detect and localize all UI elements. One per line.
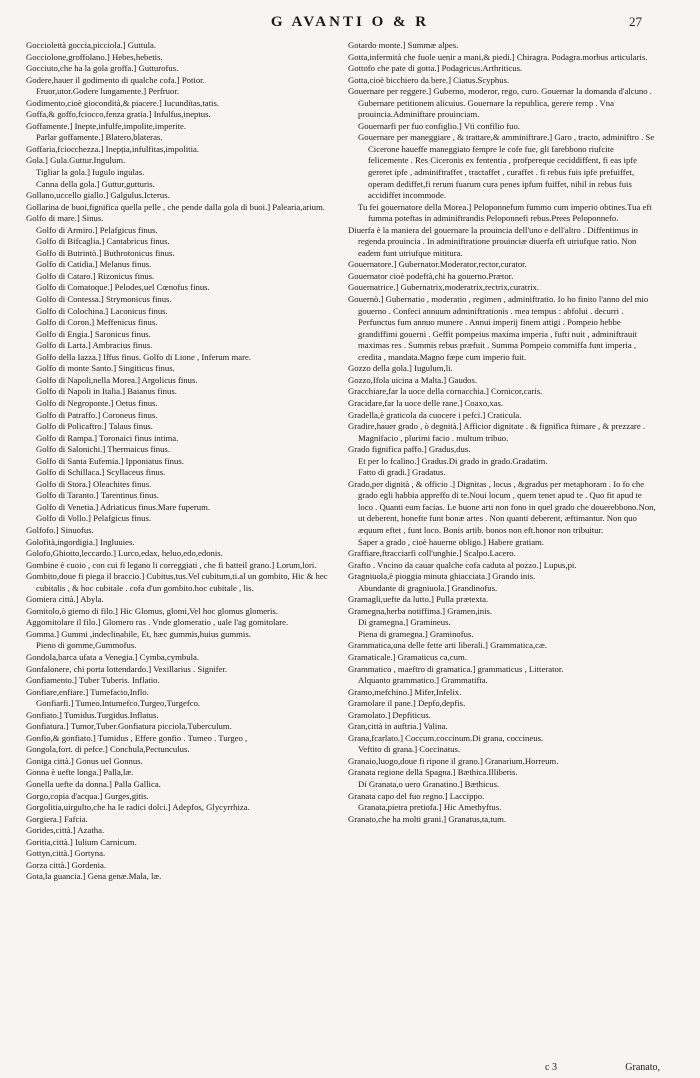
- dictionary-entry: Gorgo,copia d'acqua.] Gurges,gitis.: [26, 790, 149, 801]
- dictionary-entry: Gombito,doue fi piega il braccio.] Cubitus,tus.Vel cubitum,ti.al un gombito, Hic & hec cubitalis , & hoc cubitale . cofa d'un gombito.hoc cubitale , lis.: [26, 571, 328, 593]
- dictionary-entry: Golfo di Venetia.] Adriaticus finus.Mare fuperum.: [36, 501, 211, 512]
- dictionary-entry: Goffa,& goffo,fciocco,fenza gratia.] Infulfus,ineptus.: [26, 109, 211, 120]
- dictionary-entry: Golfo della Iazza.] Iffus finus. Golfo di Lione , Inferum mare.: [36, 351, 252, 362]
- dictionary-entry: Golfo di Armiro.] Pelafgicus finus.: [36, 224, 158, 235]
- dictionary-entry: Di Granata,o uero Granatino.] Bæthicus.: [358, 779, 500, 789]
- dictionary-entry: Gocciuto,che ha la gola groffa.] Gutturofus.: [26, 63, 179, 74]
- dictionary-entry: Gocciolone,groffolano.] Hebes,hebetis.: [26, 51, 163, 62]
- dictionary-entry: Gota,la guancia.] Gena genæ.Mala, læ.: [26, 871, 162, 882]
- dictionary-entry: Gradire,hauer grado , ò degnità.] Afficior dignitate . & fignifica ftimare , & prezzare . Magnifacio , plurimi facio . multum tribuo.: [348, 421, 646, 443]
- running-title: G AVANTI O & R: [270, 14, 430, 30]
- dictionary-entry: Golfo di Stora.] Oleachites finus.: [36, 478, 152, 489]
- dictionary-entry: Gomma.] Gummi ,indeclinabile, Et, hæc gummis,huius gummis.: [26, 628, 251, 639]
- dictionary-entry: Gonfiato.] Tumidus.Turgidus.Inflatus.: [26, 709, 159, 720]
- dictionary-entry: Gradella,è graticola da cuocere i pefci.] Craticula.: [348, 409, 522, 420]
- dictionary-entry: Gragniuola,è pioggia minuta ghiacciata.] Grando inis.: [348, 571, 536, 582]
- dictionary-entry: Golfofo.] Sinuofus.: [26, 524, 94, 535]
- dictionary-entry: Gorgiera.] Fafcia.: [26, 813, 88, 824]
- dictionary-entry: Golfo di Napoli in Italia.] Baianus finus.: [36, 386, 177, 397]
- dictionary-entry: Gramegna,herba notiffima.] Gramen,inis.: [348, 605, 493, 616]
- dictionary-entry: Golfo di Comatoque.] Pelodes,uel Cœnofus finus.: [36, 282, 210, 293]
- dictionary-entry: Golfo di Salonichi.] Thermaicus finus.: [36, 444, 170, 455]
- dictionary-entry: Fatto di gradi.] Gradatus.: [358, 467, 446, 478]
- dictionary-entry: Gonfiare,enfiare.] Tumefacio,Inflo.: [26, 686, 149, 697]
- dictionary-entry: Gotardo monte.] Summæ alpes.: [348, 40, 459, 50]
- dictionary-entry: Granata regione della Spagna.] Bæthica.Illiberis.: [348, 767, 518, 778]
- dictionary-entry: Tu fei gouernatore della Morea.] Peloponnefum fummo cum imperio obtines.Tua eft fumma poteftas in adminiftrandis Peloponnefi rebus.Prees Peloponnefo.: [358, 201, 652, 224]
- dictionary-entry: Golfo di Negroponte.] Oetus finus.: [36, 397, 158, 408]
- dictionary-entry: Golfo di Cataro.] Rizonicus finus.: [36, 270, 155, 281]
- dictionary-entry: Graffiare,ftracciarfi coll'unghie.] Scalpo.Lacero.: [348, 548, 516, 559]
- dictionary-entry: Parlar goffamente.] Blatero,blateras.: [36, 132, 163, 143]
- page-number: 27: [629, 14, 642, 29]
- dictionary-entry: Gombine è cuoio , con cui fi legano li correggiati , che fi batteil grano.] Lorum,lori.: [26, 559, 317, 570]
- dictionary-entry: Gomitolo,ò giemo di filo.] Hic Glomus, glomi,Vel hoc glomus glomeris.: [26, 605, 278, 616]
- dictionary-entry: Godimento,cioè giocondità,& piacere.] Iucunditas,tatis.: [26, 97, 219, 108]
- dictionary-entry: Gotta,cioè bicchiero da bere.] Ciatus.Scyphus.: [348, 74, 510, 85]
- dictionary-entry: Granata,pietra pretiofa.] Hic Amethyftus.: [358, 802, 502, 813]
- dictionary-entry: Grafto . Vncino da cauar qualche cofa caduta al pozzo.] Lupus,pi.: [348, 559, 577, 570]
- dictionary-entry: Golfo di Butrintò.] Buthrotonicus finus.: [36, 247, 175, 258]
- dictionary-entry: Golfo di mare.] Sinus.: [26, 213, 104, 224]
- dictionary-entry: Veftito di grana.] Coccinatus.: [358, 744, 461, 755]
- dictionary-entry: Gouernò.] Gubernatio , moderatio , regimen , adminiftratio. Io ho finito l'anno del mio gouerno . Confeci annuum adminiftrationis . mea tempus : abfolui . decurri . Perfunctus fum annuo munere . Annui imperij finem attigi . Pompeio hebbe grandiffimi gouerni . Geffit pompeius maxima imperia , fufti nuit , adminiftrauit maximas res . Summis rebus præfuit . Summa Pompeio commiffa funt imperia , credita , mandata.Magno fæpe cum imperio fuit.: [348, 294, 649, 362]
- dictionary-entry: Gola.] Gula.Guttur.Ingulum.: [26, 155, 126, 166]
- dictionary-entry: Goffaria,fciocchezza.] Inepția,infulfitas,impolitia.: [26, 143, 200, 154]
- left-column: [26, 40, 334, 1060]
- dictionary-entry: Golfo di Colochina.] Laconicus finus.: [36, 305, 168, 316]
- dictionary-entry: Et per lo fcalino.] Gradus.Di grado in grado.Gradatim.: [358, 455, 548, 466]
- dictionary-entry: Godere,hauer il godimento di qualche cofa.] Potior.: [26, 74, 205, 85]
- dictionary-entry: Golofo,Ghiotto,leccardo.] Lurco,edax, heluo,edo,edonis.: [26, 548, 223, 559]
- dictionary-entry: Gramolato.] Depfiticus.: [348, 709, 431, 720]
- dictionary-entry: Gotta,infermità che fuole uenir a mani,& piedi.] Chiragra. Podagra.morbus articularis.: [348, 51, 648, 62]
- dictionary-entry: Golfo di Engia.] Saronicus finus.: [36, 328, 151, 339]
- dictionary-entry: Gramagli,uefte da lutto.] Pulla prætexta.: [348, 594, 489, 605]
- dictionary-entry: Grammatico , maeftro di gramatica.] grammaticus , Litterator.: [348, 663, 564, 674]
- dictionary-entry: Golfo di Coron.] Meffenicus finus.: [36, 317, 158, 328]
- dictionary-entry: Fruor,utor.Godere lungamente.] Perfruor.: [36, 86, 179, 97]
- signature-mark: c 3: [545, 1062, 557, 1073]
- dictionary-entry: Gollano,uccello giallo.] Galgulus.Icterus.: [26, 190, 170, 201]
- page-footer: [0, 1062, 700, 1076]
- dictionary-entry: Gottofo che pate di gotta.] Podagricus.Arthriticus.: [348, 63, 523, 74]
- dictionary-entry: Golfo di Patraffo.] Coroneus finus.: [36, 409, 158, 420]
- dictionary-entry: Gouernatrice.] Gubernatrix,moderatrix,rectrix,curatrix.: [348, 282, 540, 293]
- dictionary-entry: Grado fignifica paffo.] Gradus,dus.: [348, 444, 471, 455]
- dictionary-entry: Gondola,barca ufata a Venegia.] Cymba,cymbula.: [26, 651, 200, 662]
- dictionary-entry: Gozzo della gola.] Iugulum,li.: [348, 363, 453, 374]
- dictionary-entry: Abundante di gragniuola.] Grandinofus.: [358, 582, 498, 593]
- dictionary-entry: Gran,città in auftria.] Valina.: [348, 721, 448, 732]
- dictionary-entry: Gracidare,far la uoce delle rane.] Coaxo,xas.: [348, 397, 504, 408]
- dictionary-entry: Gottyn,città.] Gortyna.: [26, 848, 106, 859]
- dictionary-entry: Gorgolitia,uirgulto,che ha le radici dolci.] Adepfos, Glycyrrhiza.: [26, 802, 250, 813]
- dictionary-entry: Golfo di Bifcaglia.] Cantabricus finus.: [36, 236, 170, 247]
- dictionary-entry: Gonfalonere, chi porta lottendardo.] Vexillarius . Signifer.: [26, 663, 228, 674]
- dictionary-entry: Granato,che ha molti grani.] Granatus,ta,tum.: [348, 813, 507, 824]
- catchword: Granato,: [625, 1062, 660, 1073]
- dictionary-entry: Goffamente.] Inepte,infulfe,impolite,imperite.: [26, 120, 187, 131]
- dictionary-entry: Golfo di Santa Eufemia.] Ipponiatus finus.: [36, 455, 184, 466]
- dictionary-entry: Goniga città.] Gonus uel Gonnus.: [26, 755, 143, 766]
- dictionary-entry: Alquanto grammatico.] Grammatifta.: [358, 675, 488, 686]
- dictionary-entry: Gonna è uefte longa.] Palla,læ.: [26, 767, 134, 778]
- dictionary-entry: Golfo di monte Santo.] Singiticus finus.: [36, 363, 175, 374]
- dictionary-entry: Grammatica,una delle fette arti liberali.] Grammatica,cæ.: [348, 640, 547, 651]
- dictionary-entry: Saper a grado , cioè hauerne obligo.] Habere gratiam.: [358, 536, 544, 547]
- dictionary-entry: Gramaticale.] Gramaticus ca,cum.: [348, 651, 467, 662]
- dictionary-entry: Granata capo del fuo regno.] Laccippo.: [348, 790, 485, 801]
- dictionary-entry: Gonella uefte da donna.] Palla Gallica.: [26, 779, 161, 789]
- dictionary-entry: Gollarina de buoi,fignifica quella pelle , che pende dalla gola di buoi.] Palearia,arium.: [26, 201, 325, 212]
- dictionary-entry: Gouernarfi per fuo configlio.] Vti confilio fuo.: [358, 120, 520, 131]
- dictionary-entry: Grado,per dignità , & officio .] Dignitas , locus , &gradus per metaphoram . Io fo che grado egli habbia appreffo di te.Noui locum , quem tenet apud te . Quo fit apud te loco . Quanti eum facias. Le buone arti non fono in quel grado che douerebbono.Non, ut deberent, honefte funt bonæ artes . Non quanti deberent, æftimantur. Non quo æquum eftet , funt loco. Bonis artib. bonos non eft.honor non tribuitur.: [348, 478, 656, 535]
- dictionary-entry: Gonfiamento.] Tuber Tuberis. Inflatio.: [26, 675, 160, 686]
- dictionary-entry: Gorides,città.] Azatha.: [26, 825, 105, 836]
- dictionary-entry: Gonfiatura.] Tumor,Tuber.Gonfiatura picciola,Tuberculum.: [26, 721, 232, 732]
- dictionary-entry: Di gramegna.] Gramineus.: [358, 617, 451, 628]
- dictionary-entry: Golfo di Policaftro.] Talaus finus.: [36, 421, 153, 432]
- dictionary-entry: Piena di gramegna.] Graminofus.: [358, 628, 474, 639]
- dictionary-entry: Gonfio,& gonfiato.] Tumidus , Effere gonfio . Tumeo . Turgeo ,: [26, 732, 248, 743]
- dictionary-entry: Gomiera città.] Abyla.: [26, 594, 104, 605]
- right-column: [348, 40, 656, 1060]
- dictionary-entry: Gozzo,Ifola uicina a Malta.] Gaudos.: [348, 374, 478, 385]
- dictionary-entry: Golfo di Taranto.] Tarentinus finus.: [36, 490, 159, 501]
- dictionary-entry: Diuerfa è la maniera del gouernare la prouincia dell'uno e dell'altro . Diffentimus in regenda prouincia . In adminiftratione prouinciæ diuerfa eft utriufque ratio. Non eadem funt utriufque mititura.: [348, 224, 639, 258]
- dictionary-entry: Golfo di Catidia.] Melanus finus.: [36, 259, 152, 270]
- dictionary-entry: Gouernare per reggere.] Guberno, moderor, rego, curo. Gouernar la domanda d'alcuno . Gubernare petitionem alicuius. Gouernare la republica, gerere remp . Vna prouincia.Adminiftare prouinciam.: [348, 86, 652, 120]
- dictionary-entry: Golofità,ingordigia.] Ingluuies.: [26, 536, 135, 547]
- dictionary-entry: Gramolare il pane.] Depfo,depfis.: [348, 698, 466, 709]
- dictionary-entry: Grana,fcarlato.] Coccum.coccinum.Di grana, coccineus.: [348, 732, 544, 743]
- dictionary-entry: Aggomitolare il filo.] Glomero ras . Vnde glomeratio , uale l'ag gomitolare.: [26, 617, 289, 628]
- dictionary-entry: Granaio,luogo,doue fi ripone il grano.] Granarium.Horreum.: [348, 755, 559, 766]
- dictionary-entry: Pieno di gomme,Gummofus.: [36, 640, 137, 651]
- dictionary-entry: Golfo di Schillaca.] Scyllaceus finus.: [36, 467, 166, 478]
- dictionary-entry: Gorza città.] Gordenia.: [26, 859, 107, 870]
- text-columns: [26, 40, 656, 1060]
- dictionary-entry: Gracchiare,far la uoce della cornacchia.] Cornicor,caris.: [348, 386, 543, 397]
- dictionary-entry: Tigliar la gola.] Iugulo ingulas.: [36, 167, 145, 178]
- dictionary-entry: Gouernator cioè podeftà,chi ha gouerno.Prætor.: [348, 270, 514, 281]
- dictionary-entry: Golfo di Larta.] Ambracius finus.: [36, 340, 153, 351]
- dictionary-entry: Gouernatore.] Gubernator.Moderator,rector,curator.: [348, 259, 527, 270]
- dictionary-entry: Gonfiarfi.] Tumeo.Intumefco.Turgeo,Turgefco.: [36, 698, 201, 709]
- dictionary-entry: Gramo,mefchino.] Mifer,Infelix.: [348, 686, 462, 697]
- dictionary-entry: Golfo di Contessa.] Strymonicus finus.: [36, 294, 172, 305]
- dictionary-entry: Canna della gola.] Guttur,gutturis.: [36, 178, 155, 189]
- dictionary-entry: Golfo di Vollo.] Pelafgicus finus.: [36, 513, 152, 524]
- dictionary-entry: Goritia,città.] Iulium Carnicum.: [26, 836, 137, 847]
- dictionary-entry: Gouernare per maneggiare , & trattare,& amminiftrare.] Garo , tracto, adminiftro . Se Cicerone haueffe maneggiato fempre le cofe fue, gli farebbono riufcite felicemente . Res Ciceronis ex fententia , profpereque ceciddiffent, fi eas ipfe gereret ipfe , adminiftraffet , tractaffet , curaffet . fi rebus fuis ipfe prefuiffet, operam dediffet,fi rerum fuarum cura penes ipfum fuiffet, nihil in rebus fuis accidiffet incommode.: [358, 132, 655, 201]
- dictionary-entry: Golfo di Rampa.] Toronaici finus intima.: [36, 432, 179, 443]
- dictionary-entry: Gongola,fort. di pefce.] Conchula,Pectunculus.: [26, 744, 190, 755]
- dictionary-entry: Gocciolettà goccia,picciola.] Guttula.: [26, 40, 157, 50]
- running-head: [0, 10, 700, 34]
- dictionary-entry: Golfo di Napoli,nella Morea.] Argolicus finus.: [36, 374, 198, 385]
